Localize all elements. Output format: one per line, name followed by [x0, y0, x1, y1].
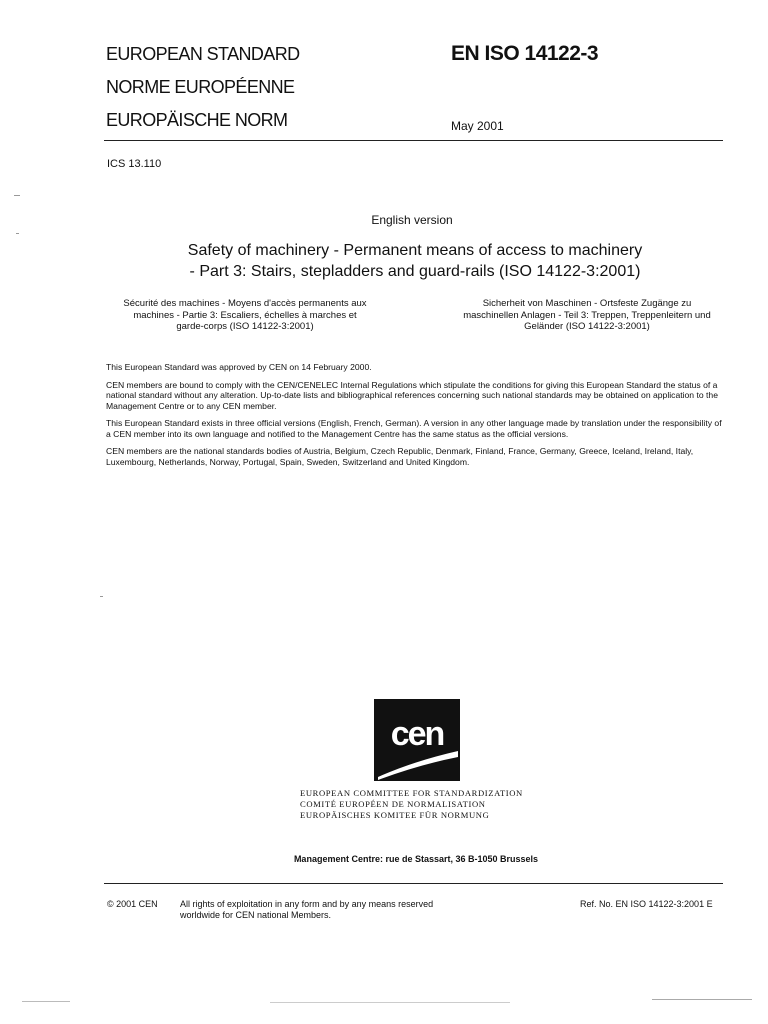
german-title — [443, 298, 731, 333]
french-title-line-2: machines - Partie 3: Escaliers, échelles à marches et — [133, 309, 357, 321]
management-centre-address: Management Centre: rue de Stassart, 36 B-1050 Brussels — [293, 854, 539, 864]
german-title-line-3: Geländer (ISO 14122-3:2001) — [524, 321, 650, 332]
german-title-line-2: maschinellen Anlagen - Teil 3: Treppen, Treppenleitern und — [463, 309, 711, 321]
ics-code: ICS 13.110 — [107, 158, 162, 170]
document-title-line-1: Safety of machinery - Permanent means of access to machinery — [187, 242, 643, 259]
standard-number: EN ISO 14122-3 — [451, 42, 599, 65]
body-paragraphs — [106, 362, 726, 474]
versions-paragraph: This European Standard exists in three official versions (English, French, German). A version in any other language made by translation under the responsibility of a CEN member into its own language and notified to the Management Centre has the same status as the official versions. — [106, 418, 722, 439]
footer-divider — [104, 883, 723, 884]
scan-speck — [22, 1001, 70, 1002]
document-title-line-2: - Part 3: Stairs, stepladders and guard-rails (ISO 14122-3:2001) — [189, 263, 641, 280]
cen-logo-text: cen — [390, 715, 444, 753]
scan-speck — [14, 195, 20, 196]
french-title-line-3: garde-corps (ISO 14122-3:2001) — [176, 321, 314, 332]
standard-title-english: EUROPEAN STANDARD — [106, 44, 300, 64]
document-title — [150, 240, 680, 282]
standard-title-german: EUROPÄISCHE NORM — [106, 110, 288, 130]
committee-name-german: EUROPÄISCHES KOMITEE FÜR NORMUNG — [300, 810, 490, 820]
standard-title-french: NORME EUROPÉENNE — [106, 77, 295, 97]
publication-date: May 2001 — [451, 119, 504, 133]
copyright-notice: © 2001 CEN — [107, 899, 158, 909]
scan-speck — [270, 1002, 510, 1003]
french-title-line-1: Sécurité des machines - Moyens d'accès permanents aux — [123, 298, 367, 309]
french-title — [100, 298, 390, 333]
committee-names — [300, 788, 540, 821]
reference-number: Ref. No. EN ISO 14122-3:2001 E — [580, 899, 713, 909]
german-title-line-1: Sicherheit von Maschinen - Ortsfeste Zugänge zu — [482, 298, 692, 309]
version-label: English version — [371, 213, 453, 227]
header-divider — [104, 140, 723, 141]
scan-speck — [16, 233, 19, 234]
cen-logo-icon — [374, 699, 460, 781]
scan-speck — [100, 596, 103, 597]
members-paragraph: CEN members are the national standards bodies of Austria, Belgium, Czech Republic, Denmark, Finland, France, Germany, Greece, Iceland, Ireland, Italy, Luxembourg, Netherlands, Norway, Portugal, Spain, Sweden, Switzerland and United Kingdom. — [106, 446, 694, 467]
committee-name-english: EUROPEAN COMMITTEE FOR STANDARDIZATION — [300, 788, 523, 798]
approval-paragraph: This European Standard was approved by CEN on 14 February 2000. — [106, 362, 372, 372]
rights-notice — [180, 899, 480, 921]
scan-speck — [652, 999, 752, 1000]
committee-name-french: COMITÉ EUROPÉEN DE NORMALISATION — [300, 799, 486, 809]
rights-notice-line-2: worldwide for CEN national Members. — [180, 910, 332, 920]
rights-notice-line-1: All rights of exploitation in any form and by any means reserved — [180, 899, 434, 909]
regulations-paragraph: CEN members are bound to comply with the CEN/CENELEC Internal Regulations which stipulate the conditions for giving this European Standard the status of a national standard without any alteration. Up-to-date lists and bibliographical references concerning such national standards may be obtained on application to the Management Centre or to any CEN member. — [106, 379, 718, 411]
